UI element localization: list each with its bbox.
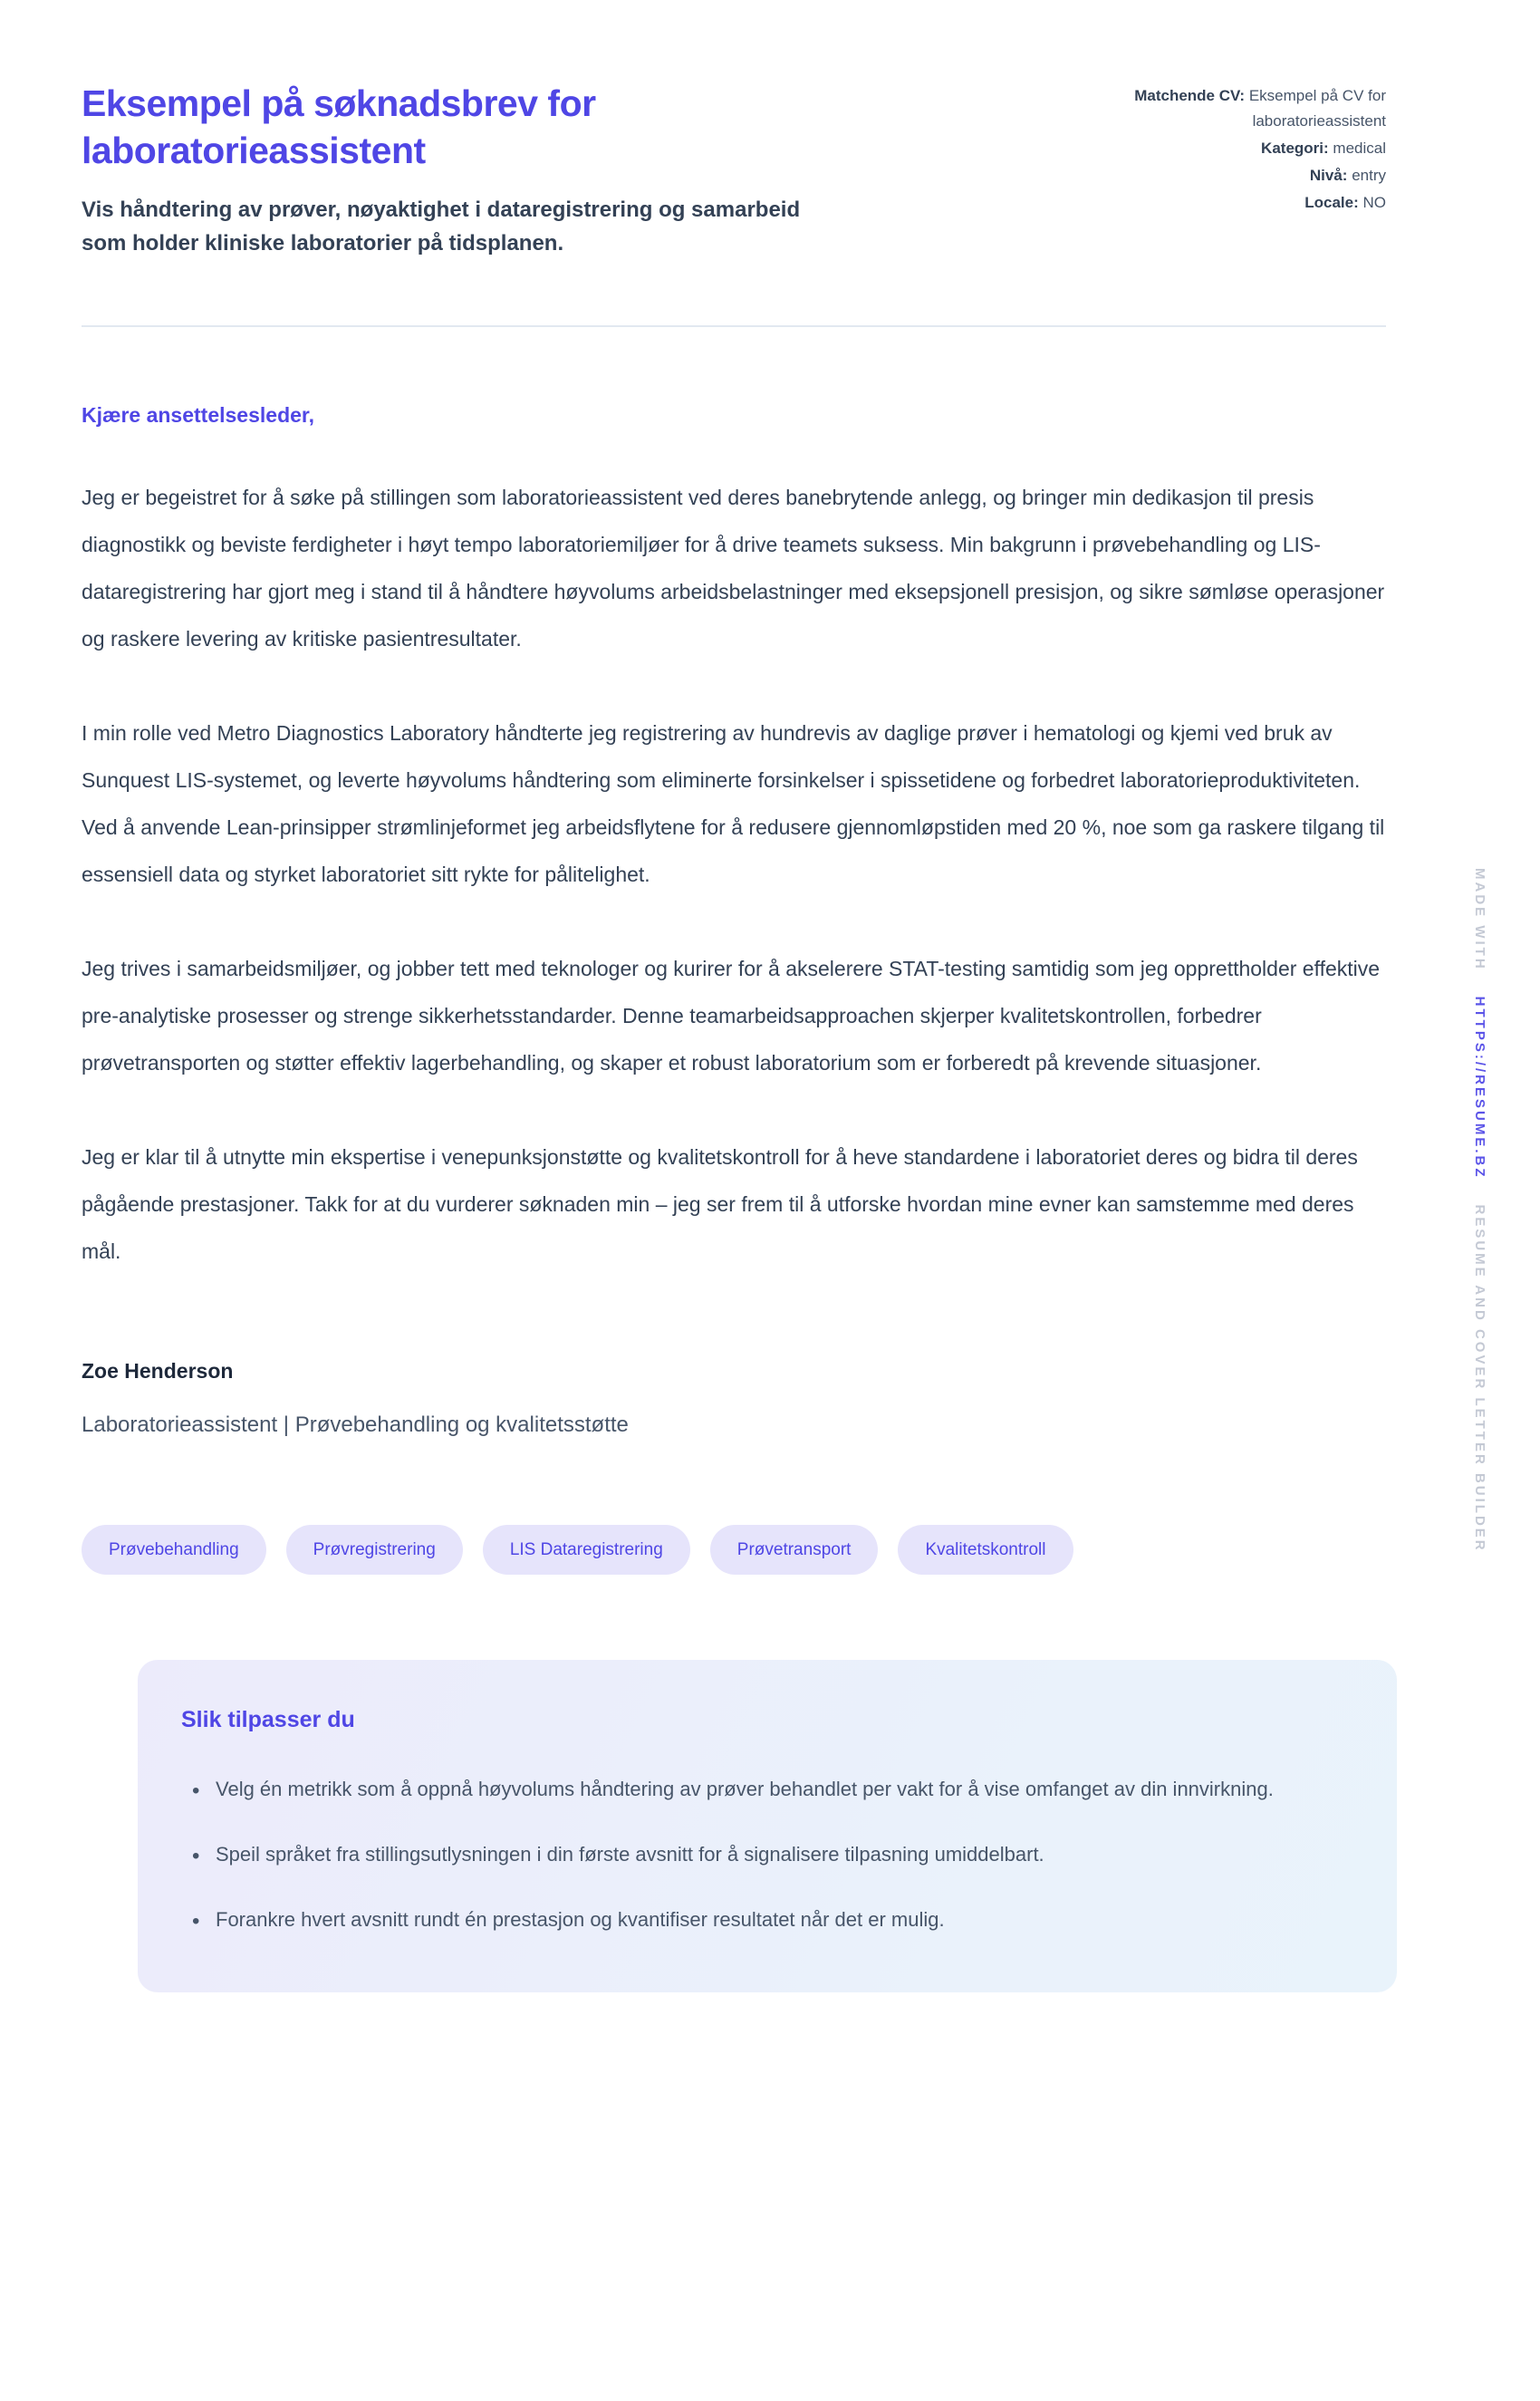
- page-header: [82, 80, 1386, 260]
- tag-provebehandling: Prøvebehandling: [82, 1525, 266, 1575]
- tip-item: [181, 1835, 1295, 1875]
- page-title: Eksempel på søknadsbrev for laboratorieassistent: [82, 82, 596, 172]
- meta-label: Nivå:: [1309, 167, 1348, 185]
- letter-greeting: Kjære ansettelsesleder,: [82, 403, 314, 428]
- letter-body: [82, 403, 1386, 1438]
- tips-heading: Slik tilpasser du: [181, 1706, 355, 1732]
- meta-category: [1096, 136, 1386, 161]
- tip-item: [181, 1900, 1295, 1940]
- letter-paragraph: Jeg er klar til å utnytte min ekspertise i venepunksjonstøtte og kvalitetskontroll for å heve standardene i laboratoriet deres og bidra til deres pågående prestasjoner. Takk for at du vurderer søknaden min – jeg ser frem til å utforske hvordan mine evner kan samstemme med deres mål.: [82, 1144, 1358, 1263]
- meta-label: Locale:: [1304, 194, 1359, 212]
- meta-locale: [1096, 190, 1386, 216]
- header-title-block: [82, 80, 815, 260]
- tip-text: Speil språket fra stillingsutlysningen i din første avsnitt for å signalisere tilpasning umiddelbart.: [216, 1842, 1044, 1866]
- meta-panel: [1096, 80, 1386, 217]
- meta-value: NO: [1362, 194, 1386, 212]
- watermark-suffix: RESUME AND COVER LETTER BUILDER: [1472, 1204, 1487, 1553]
- tips-box: [138, 1660, 1397, 1992]
- header-divider: [82, 325, 1386, 327]
- tip-item: [181, 1769, 1295, 1809]
- tip-text: Velg én metrikk som å oppnå høyvolums håndtering av prøver behandlet per vakt for å vise omfanget av din innvirkning.: [216, 1777, 1274, 1800]
- tag-provregistrering: Prøvregistrering: [286, 1525, 463, 1575]
- meta-label: Kategori:: [1261, 140, 1329, 158]
- page-subtitle: Vis håndtering av prøver, nøyaktighet i dataregistrering og samarbeid som holder kliniske laboratorier på tidsplanen.: [82, 197, 801, 256]
- meta-matching-cv: [1096, 83, 1386, 134]
- skill-tags: [82, 1525, 1386, 1575]
- meta-value: entry: [1352, 167, 1386, 185]
- watermark-prefix: MADE WITH: [1472, 868, 1487, 971]
- tag-lis-dataregistrering: LIS Dataregistrering: [483, 1525, 690, 1575]
- signature-name: Zoe Henderson: [82, 1358, 234, 1383]
- watermark: [1472, 868, 1487, 1553]
- tips-list: [181, 1769, 1346, 1940]
- tip-text: Forankre hvert avsnitt rundt én prestasjon og kvantifiser resultatet når det er mulig.: [216, 1907, 945, 1931]
- tag-provetransport: Prøvetransport: [710, 1525, 879, 1575]
- letter-paragraph: I min rolle ved Metro Diagnostics Laboratory håndterte jeg registrering av hundrevis av daglige prøver i hematologi og kjemi ved bruk av Sunquest LIS-systemet, og leverte høyvolums håndtering som eliminerte forsinkelser i spissetidene og forbedret laboratorieproduktiviteten. Ved å anvende Lean-prinsipper strømlinjeformet jeg arbeidsflytene for å redusere gjennomløpstiden med 20 %, noe som ga raskere tilgang til essensiell data og styrket laboratoriet sitt rykte for pålitelighet.: [82, 721, 1385, 887]
- letter-paragraph: Jeg er begeistret for å søke på stillingen som laboratorieassistent ved deres banebrytende anlegg, og bringer min dedikasjon til presis diagnostikk og beviste ferdigheter i høyt tempo laboratoriemiljøer for å drive teamets suksess. Min bakgrunn i prøvebehandling og LIS-dataregistrering har gjort meg i stand til å håndtere høyvolums arbeidsbelastninger med eksepsjonell presisjon, og sikre sømløse operasjoner og raskere levering av kritiske pasientresultater.: [82, 486, 1385, 651]
- meta-value: Eksempel på CV for laboratorieassistent: [1248, 87, 1386, 130]
- letter-paragraph: Jeg trives i samarbeidsmiljøer, og jobber tett med teknologer og kurirer for å akselerere STAT-testing samtidig som jeg opprettholder effektive pre-analytiske prosesser og strenge sikkerhetsstandarder. Denne teamarbeidsapproachen skjerper kvalitetskontrollen, forbedrer prøvetransporten og støtter effektiv lagerbehandling, og skaper et robust laboratorium som er forberedt på krevende situasjoner.: [82, 957, 1381, 1075]
- watermark-link[interactable]: HTTPS://RESUME.BZ: [1472, 996, 1487, 1180]
- meta-value: medical: [1333, 140, 1386, 158]
- signature-role: Laboratorieassistent | Prøvebehandling og kvalitetsstøtte: [82, 1412, 629, 1437]
- tag-kvalitetskontroll: Kvalitetskontroll: [898, 1525, 1073, 1575]
- signature-block: [82, 1359, 1386, 1438]
- meta-label: Matchende CV:: [1134, 87, 1246, 104]
- meta-level: [1096, 163, 1386, 188]
